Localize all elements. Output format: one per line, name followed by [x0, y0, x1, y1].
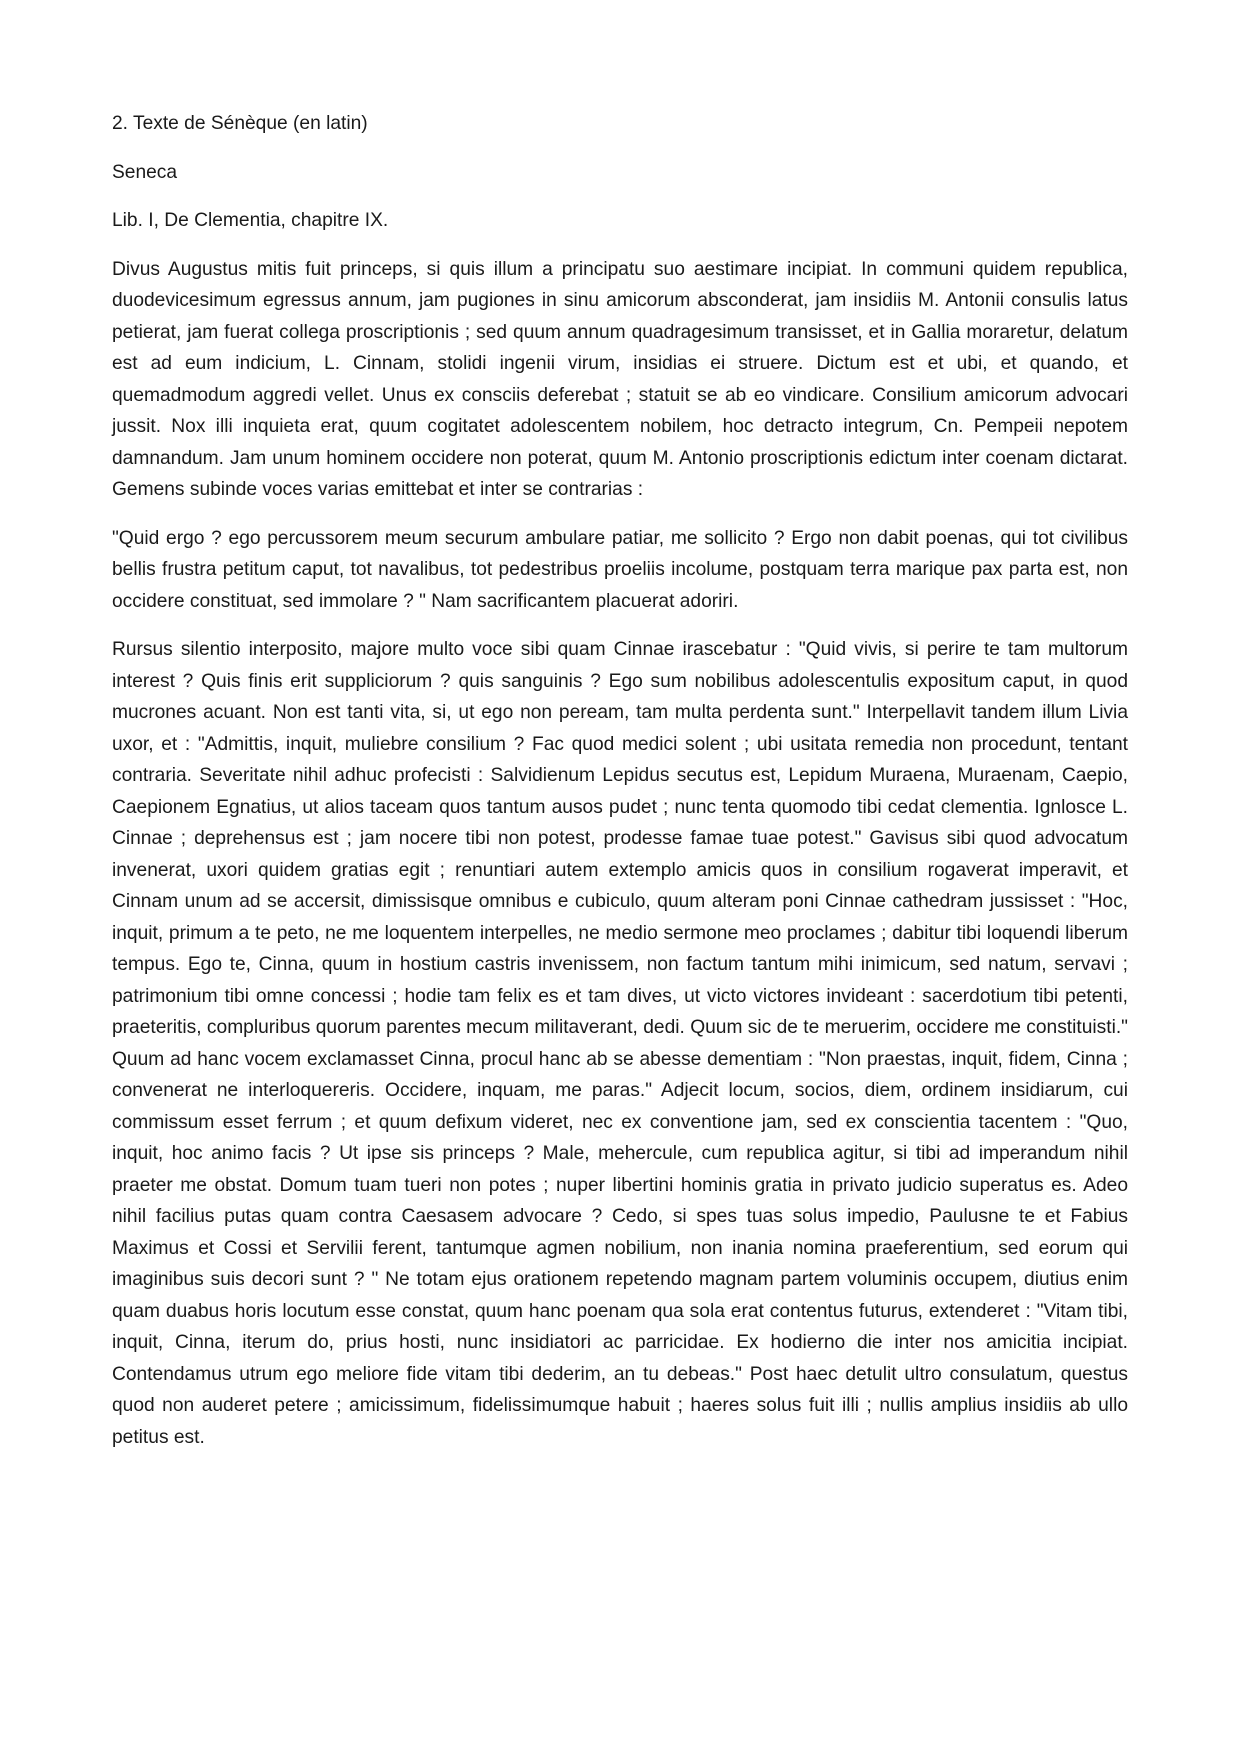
document-heading: 2. Texte de Sénèque (en latin)	[112, 113, 368, 134]
paragraph-rursus-silentio: Rursus silentio interposito, majore multo voce sibi quam Cinnae irascebatur : "Quid vivis, si perire te tam multorum interest ? Quis finis erit suppliciorum ? quis sanguinis ? Ego sum nobilibus adolescentulis expositum caput, in quod mucrones acuant. Non est tanti vita, si, ut ego non peream, tam multa perdenta sunt." Interpellavit tandem illum Livia uxor, et : "Admittis, inquit, muliebre consilium ? Fac quod medici solent ; ubi usitata remedia non procedunt, tentant contraria. Severitate nihil adhuc profecisti : Salvidienum Lepidus secutus est, Lepidum Muraena, Muraenam, Caepio, Caepionem Egnatius, ut alios taceam quos tantum ausos pudet ; nunc tenta quomodo tibi cedat clementia. Ignlosce L. Cinnae ; deprehensus est ; jam nocere tibi non potest, prodesse famae tuae potest." Gavisus sibi quod advocatum invenerat, uxori quidem gratias egit ; renuntiari autem extemplo amicis quos in consilium rogaverat imperavit, et Cinnam unum ad se accersit, dimissisque omnibus e cubiculo, quum alteram poni Cinnae cathedram jussisset : "Hoc, inquit, primum a te peto, ne me loquentem interpelles, ne medio sermone meo proclames ; dabitur tibi loquendi liberum tempus. Ego te, Cinna, quum in hostium castris invenissem, non factum tantum mihi inimicum, sed natum, servavi ; patrimonium tibi omne concessi ; hodie tam felix es et tam dives, ut victo victores invideant : sacerdotium tibi petenti, praeteritis, compluribus quorum parentes mecum militaverant, dedi. Quum sic de te meruerim, occidere me constituisti." Quum ad hanc vocem exclamasset Cinna, procul hanc ab se abesse dementiam : "Non praestas, inquit, fidem, Cinna ; convenerat ne interloquereris. Occidere, inquam, me paras." Adjecit locum, socios, diem, ordinem insidiarum, cui commissum esset ferrum ; et quum defixum videret, nec ex conventione jam, sed ex conscientia tacentem : "Quo, inquit, hoc animo facis ? Ut ipse sis princeps ? Male, mehercule, cum republica agitur, si tibi ad imperandum nihil praeter me obstat. Domum tuam tueri non potes ; nuper libertini hominis gratia in privato judicio superatus es. Adeo nihil facilius putas quam contra Caesasem advocare ? Cedo, si spes tuas solus impedio, Paulusne te et Fabius Maximus et Cossi et Servilii ferent, tantumque agmen nobilium, non inania nomina praeferentium, sed eorum qui imaginibus suis decori sunt ? " Ne totam ejus orationem repetendo magnam partem voluminis occupem, diutius enim quam duabus horis locutum esse constat, quum hanc poenam qua sola erat contentus futurus, extenderet : "Vitam tibi, inquit, Cinna, iterum do, prius hosti, nunc insidiatori ac parricidae. Ex hodierno die inter nos amicitia incipiat. Contendamus utrum ego meliore fide vitam tibi dederim, an tu debeas." Post haec detulit ultro consulatum, questus quod non auderet petere ; amicissimum, fidelissimumque habuit ; haeres solus fuit illi ; nullis amplius insidiis ab ullo petitus est.	[112, 639, 1128, 1448]
document-reference: Lib. I, De Clementia, chapitre IX.	[112, 210, 389, 231]
paragraph-quid-ergo: "Quid ergo ? ego percussorem meum securum ambulare patiar, me sollicito ? Ergo non dabit poenas, qui tot civilibus bellis frustra petitum caput, tot navalibus, tot pedestribus proeliis incolume, postquam terra marique pax parta est, non occidere constituat, sed immolare ? " Nam sacrificantem placuerat adoriri.	[112, 527, 1128, 612]
document-author: Seneca	[112, 161, 178, 183]
document-page	[112, 108, 1128, 1470]
paragraph-augustus-intro: Divus Augustus mitis fuit princeps, si quis illum a principatu suo aestimare incipiat. In communi quidem republica, duodevicesimum egressus annum, jam pugiones in sinu amicorum absconderat, jam insidiis M. Antonii consulis latus petierat, jam fuerat collega proscriptionis ; sed quum annum quadragesimum transisset, et in Gallia moraretur, delatum est ad eum indicium, L. Cinnam, stolidi ingenii virum, insidias ei struere. Dictum est et ubi, et quando, et quemadmodum aggredi vellet. Unus ex consciis deferebat ; statuit se ab eo vindicare. Consilium amicorum advocari jussit. Nox illi inquieta erat, quum cogitatet adolescentem nobilem, hoc detracto integrum, Cn. Pempeii nepotem damnandum. Jam unum hominem occidere non poterat, quum M. Antonio proscriptionis edictum inter coenam dictarat. Gemens subinde voces varias emittebat et inter se contrarias :	[112, 258, 1128, 500]
